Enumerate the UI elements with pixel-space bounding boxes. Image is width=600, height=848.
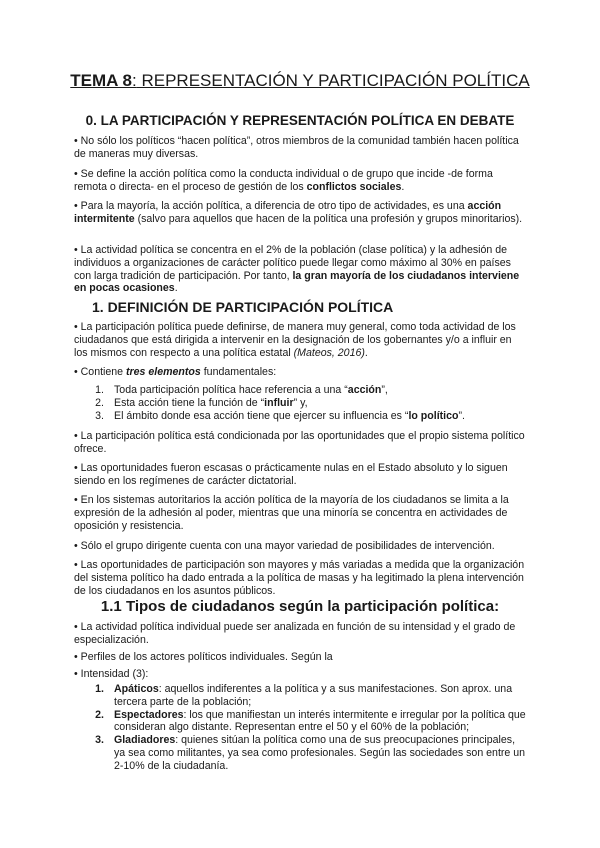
paragraph [74,462,526,488]
paragraph [74,200,526,226]
list-item [74,709,526,735]
text: • La actividad política individual puede ser analizada en función de su intensidad y el grado de especialización. [74,621,516,646]
text: • La actividad política se concentra en el 2% de la población (clase política) y la adhesión de individuos a organizaciones de carácter político puede llegar como máximo al 30% en países con larga tradición de participación. Por tanto, [74,244,511,282]
list-item [74,410,526,423]
list-item [74,384,526,397]
text: • Contiene [74,366,127,378]
text: : aquellos indiferentes a la política y a sus manifestaciones. Son aprox. una tercera parte de la población; [114,683,513,708]
text: : los que manifiestan un interés intermitente e irregular por la política que consideran algo distante. Representan entre el 50 y el 60% de la población; [114,708,526,734]
paragraph [74,621,526,647]
title-text: REPRESENTACIÓN Y PARTICIPACIÓN POLÍTICA [136,71,530,90]
text: ”. [458,409,465,422]
bold-text: Gladiadores [114,734,176,747]
text: : quienes sitúan la política como una de sus preocupaciones principales, ya sea como militantes, ya sea como profesionales. Según las sociedades son entre un 2-10% de la ciudadanía. [114,734,526,772]
bold-text: conflictos sociales [306,180,402,193]
list-number: 2. [95,396,104,409]
bold-text: tres elementos [126,366,201,378]
text: fundamentales: [200,366,277,378]
text: Esta acción tiene la función de “ [114,396,265,409]
paragraph [74,668,526,681]
text: ” y, [293,396,308,409]
text: • Se define la acción política como la conducta individual o de grupo que incide -de forma remota o directa- en el proceso de gestión de los [74,168,493,193]
text: • Las oportunidades fueron escasas o prácticamente nulas en el Estado absoluto y lo siguen siendo en los regímenes de carácter dictatorial. [74,462,508,487]
paragraph [74,366,526,379]
text: . [401,180,405,193]
text: • Sólo el grupo dirigente cuenta con una mayor variedad de posibilidades de intervención. [74,540,495,552]
elements-list [74,384,526,422]
section-1-heading: 1. DEFINICIÓN DE PARTICIPACIÓN POLÍTICA [92,299,394,315]
bold-text: lo político [408,409,459,422]
list-item [74,397,526,410]
paragraph [74,321,526,359]
section-0-heading: 0. LA PARTICIPACIÓN Y REPRESENTACIÓN POLÍTICA EN DEBATE [85,113,515,128]
list-number: 3. [95,734,104,747]
text: (salvo para aquellos que hacen de la política una profesión y grupos minoritarios). [134,212,523,225]
paragraph [74,494,526,532]
text: • La participación política puede definirse, de manera muy general, como toda actividad de los ciudadanos que está dirigida a intervenir en la designación de los gobernantes y/o a influir en los mismos con respecto a una política estatal [74,321,516,359]
bold-text: acción [347,384,382,396]
text: ”, [381,384,388,396]
paragraph [74,244,526,295]
text: . [364,346,368,359]
bold-text: Espectadores [114,708,184,721]
title-topic: TEMA 8 [70,71,132,90]
text: . [174,282,178,295]
list-number: 3. [95,409,104,422]
paragraph [74,135,526,161]
paragraph [74,168,526,194]
paragraph [74,540,526,553]
section-1-1-heading: 1.1 Tipos de ciudadanos según la participación política: [100,598,500,615]
text: • La participación política está condicionada por las oportunidades que el propio sistema político ofrece. [74,430,525,455]
intensity-list [74,683,526,773]
list-number: 1. [95,384,104,396]
text: • No sólo los políticos “hacen política”, otros miembros de la comunidad también hacen política de maneras muy diversas. [74,135,519,160]
bold-text: Apáticos [114,683,159,695]
list-number: 2. [95,708,104,721]
list-item [74,734,526,772]
citation: (Mateos, 2016) [293,346,365,359]
text: • Las oportunidades de participación son mayores y más variadas a medida que la organización del sistema político ha dado entrada a la política de masas y ha legitimado la plena intervención de los ciudadanos en los asuntos públicos. [74,559,525,597]
bold-text: la gran mayoría de los ciudadanos interviene en pocas ocasiones [74,269,520,295]
text: Toda participación política hace referencia a una “ [114,384,348,396]
text: El ámbito donde esa acción tiene que ejercer su influencia es “ [114,409,409,422]
list-number: 1. [95,683,104,695]
text: • En los sistemas autoritarios la acción política de la mayoría de los ciudadanos se limita a la expresión de la adhesión al poder, mientras que una minoría se concentra en actividades de oposición y resistencia. [74,494,509,532]
list-item [74,683,526,709]
title-colon: : [132,71,137,90]
text: • Perfiles de los actores políticos individuales. Según la [74,651,333,663]
bold-text: influir [264,396,294,409]
page-title [0,70,600,92]
paragraph [74,559,526,597]
bold-text: acción intermitente [74,200,502,225]
text: • Para la mayoría, la acción política, a diferencia de otro tipo de actividades, es una [74,200,468,212]
text: • Intensidad (3): [74,668,149,680]
paragraph [74,430,526,456]
paragraph [74,651,526,664]
